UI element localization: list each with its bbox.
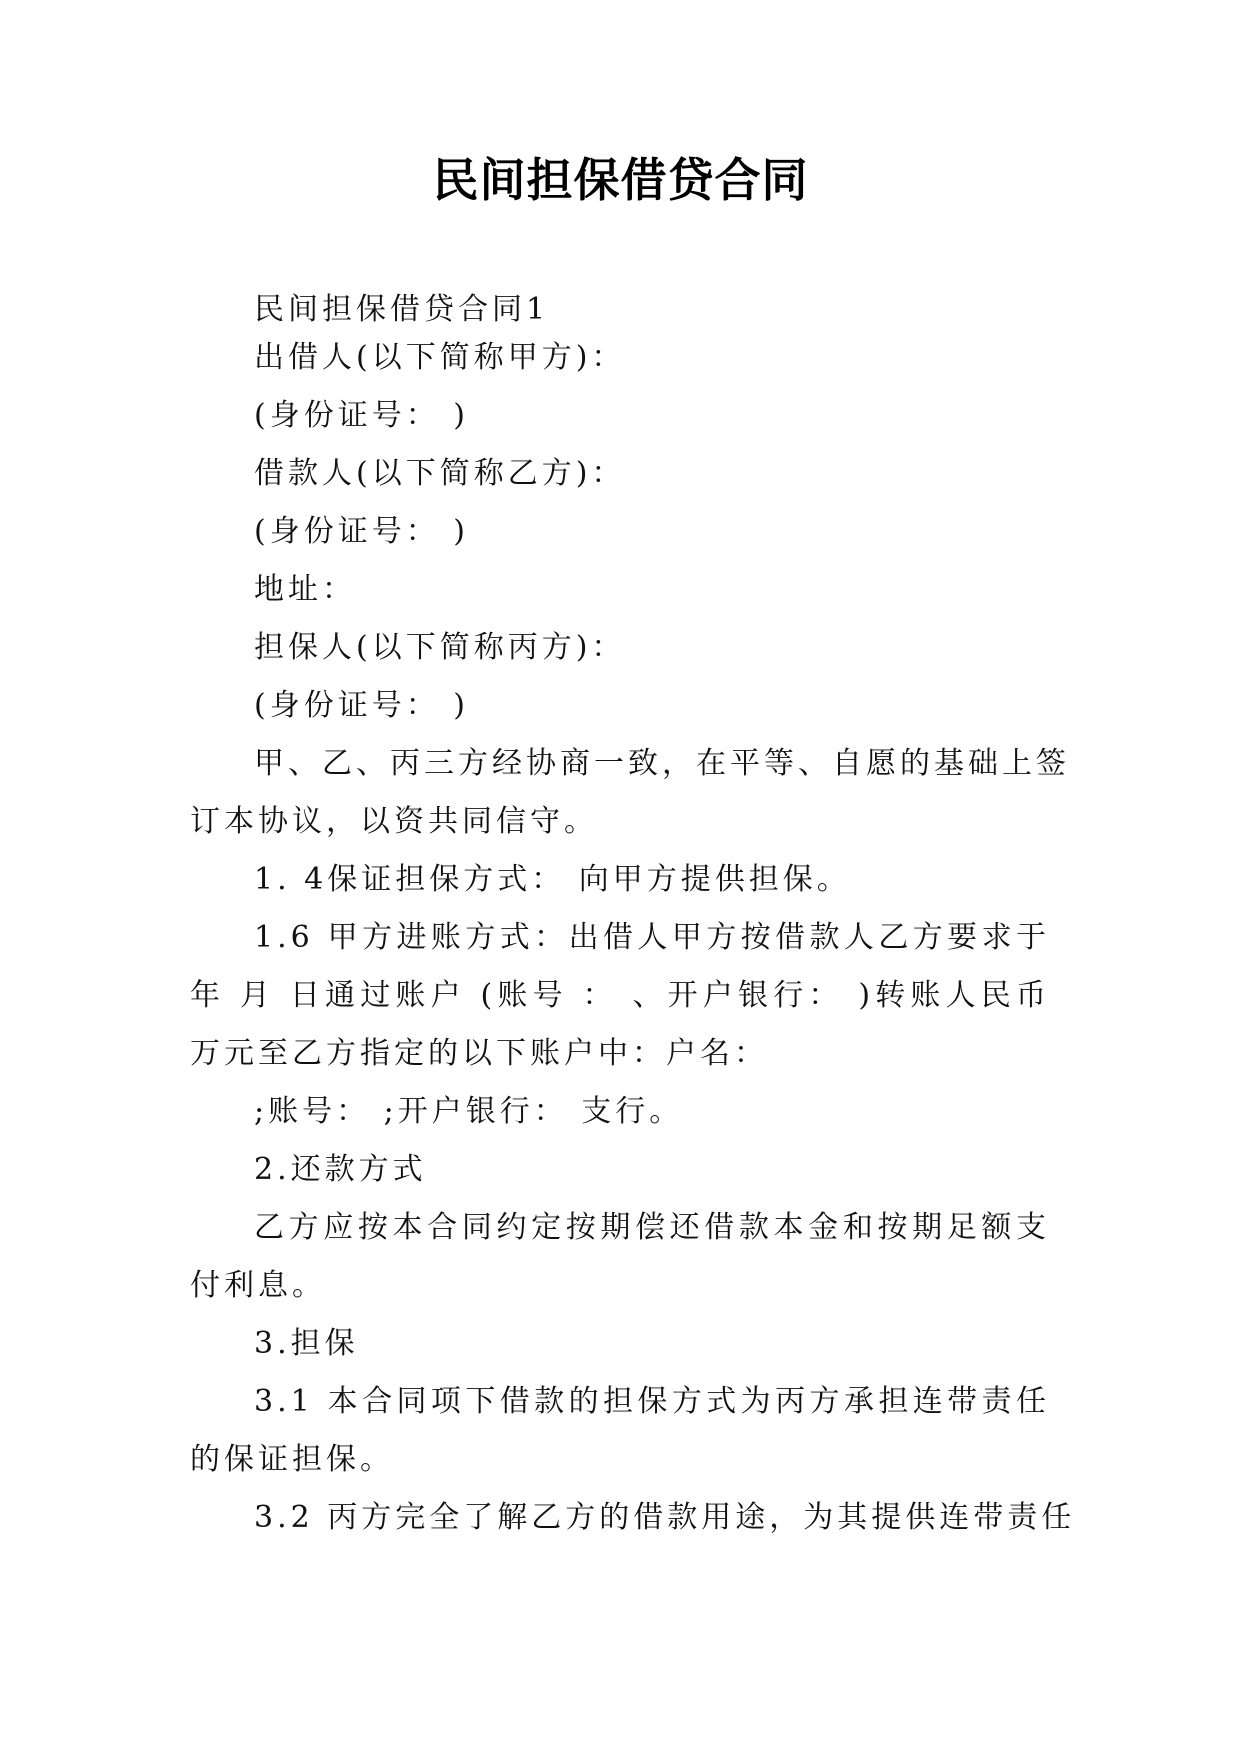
text-line-borrower-id: (身份证号： ) bbox=[254, 514, 469, 549]
section-heading-repayment: 2.还款方式 bbox=[254, 1152, 427, 1187]
text-line-lender-id: (身份证号： ) bbox=[254, 398, 469, 433]
text-line-borrower: 借款人(以下简称乙方)： bbox=[254, 456, 626, 491]
text-line-clause-1-4: 1. 4保证担保方式： 向甲方提供担保。 bbox=[254, 862, 851, 897]
text-line-clause-3-2: 3.2 丙方完全了解乙方的借款用途，为其提供连带责任 bbox=[254, 1500, 1076, 1535]
text-line-clause-1-6: 1.6 甲方进账方式：出借人甲方按借款人乙方要求于 bbox=[254, 920, 1050, 955]
text-line-clause-1-6-cont: 年 月 日通过账户 (账号 ： 、开户银行： )转账人民币 bbox=[190, 978, 1050, 1013]
text-line-repayment: 乙方应按本合同约定按期偿还借款本金和按期足额支 bbox=[254, 1210, 1050, 1245]
text-line-agreement-cont: 订本协议，以资共同信守。 bbox=[190, 804, 598, 839]
text-line-agreement: 甲、乙、丙三方经协商一致，在平等、自愿的基础上签 bbox=[254, 746, 1070, 781]
text-line-lender: 出借人(以下简称甲方)： bbox=[254, 340, 626, 375]
section-heading-guarantee: 3.担保 bbox=[254, 1326, 359, 1361]
text-line-address: 地址： bbox=[254, 572, 356, 607]
text-line-heading: 民间担保借贷合同1 bbox=[254, 292, 550, 327]
text-line-guarantor-id: (身份证号： ) bbox=[254, 688, 469, 723]
text-line-clause-1-6-cont2: 万元至乙方指定的以下账户中：户名： bbox=[190, 1036, 768, 1071]
text-line-repayment-cont: 付利息。 bbox=[190, 1268, 326, 1303]
text-line-clause-3-1-cont: 的保证担保。 bbox=[190, 1442, 394, 1477]
text-line-guarantor: 担保人(以下简称丙方)： bbox=[254, 630, 626, 665]
text-line-clause-3-1: 3.1 本合同项下借款的担保方式为丙方承担连带责任 bbox=[254, 1384, 1050, 1419]
document-title: 民间担保借贷合同 bbox=[432, 153, 809, 207]
text-line-account: ;账号： ;开户银行： 支行。 bbox=[254, 1094, 684, 1129]
